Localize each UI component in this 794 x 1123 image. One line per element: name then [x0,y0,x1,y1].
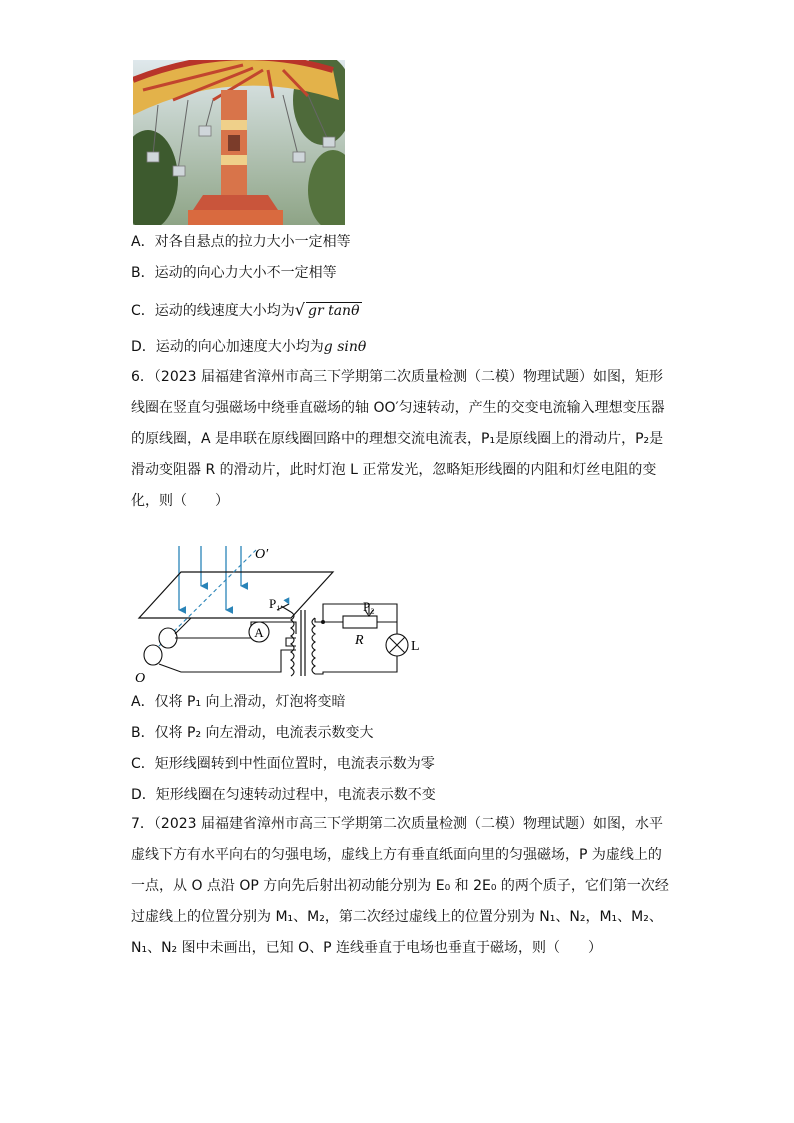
q6-line-3: 的原线圈，A 是串联在原线圈回路中的理想交流电流表，P₁是原线圈上的滑动片，P₂是 [131,431,664,447]
q7-line-4: 过虚线上的位置分别为 M₁、M₂，第二次经过虚线上的位置分别为 N₁、N₂，M₁、M₂、 [131,909,663,925]
q7-line-3: 一点，从 O 点沿 OP 方向先后射出初动能分别为 E₀ 和 2E₀ 的两个质子，它们第一次经 [131,878,669,894]
q6-line-5: 化，则（ ） [131,493,229,509]
resistor-label: R [355,633,364,648]
q7-stem [131,809,669,964]
q6-line-4: 滑动变阻器 R 的滑动片，此时灯泡 L 正常发光，忽略矩形线圈的内阻和灯丝电阻的变 [131,462,657,478]
field-arrows [179,546,241,610]
q5-option-d [131,337,366,357]
secondary-coil [312,618,315,674]
q6-line-2: 线圈在竖直匀强磁场中绕垂直磁场的轴 OO′匀速转动，产生的交变电流输入理想变压器 [131,400,665,416]
q6-stem [131,362,665,517]
q7-line-1: 7．（2023 届福建省漳州市高三下学期第二次质量检测（二模）物理试题）如图，水平 [131,816,663,832]
q7-line-5: N₁、N₂ 图中未画出，已知 O、P 连线垂直于电场也垂直于磁场，则（ ） [131,940,602,956]
ammeter-label: A [254,625,264,640]
q5-option-c-formula: gr tanθ [307,303,360,319]
sqrt-symbol: √ [294,300,305,319]
axis-label-o-prime: O′ [255,547,269,562]
q6-option-a: A．仅将 P₁ 向上滑动，灯泡将变暗 [131,694,346,710]
q6-line-1: 6．（2023 届福建省漳州市高三下学期第二次质量检测（二模）物理试题）如图，矩形 [131,369,663,385]
generator-transformer-figure [131,538,431,686]
q5-option-d-formula: g sinθ [323,339,367,355]
carousel-photo [133,60,345,225]
q5-option-a: A．对各自悬点的拉力大小一定相等 [131,234,351,250]
lamp-label: L [411,639,420,654]
q6-option-b: B．仅将 P₂ 向左滑动，电流表示数变大 [131,725,374,741]
slider-label-p2: P₂ [363,599,375,614]
axis-label-o: O [135,671,146,686]
q5-option-c-text: C．运动的线速度大小均为 [131,303,295,319]
q6-option-d: D．矩形线圈在匀速转动过程中，电流表示数不变 [131,787,436,803]
q6-option-c: C．矩形线圈转到中性面位置时，电流表示数为零 [131,756,435,772]
q5-option-d-text: D．运动的向心加速度大小均为 [131,339,324,355]
q5-option-b: B．运动的向心力大小不一定相等 [131,265,337,281]
q7-line-2: 虚线下方有水平向右的匀强电场，虚线上方有垂直纸面向里的匀强磁场，P 为虚线上的 [131,847,662,863]
q5-option-c [131,300,362,321]
rheostat-symbol [343,616,377,628]
slider-label-p1: P₁ [269,596,281,611]
